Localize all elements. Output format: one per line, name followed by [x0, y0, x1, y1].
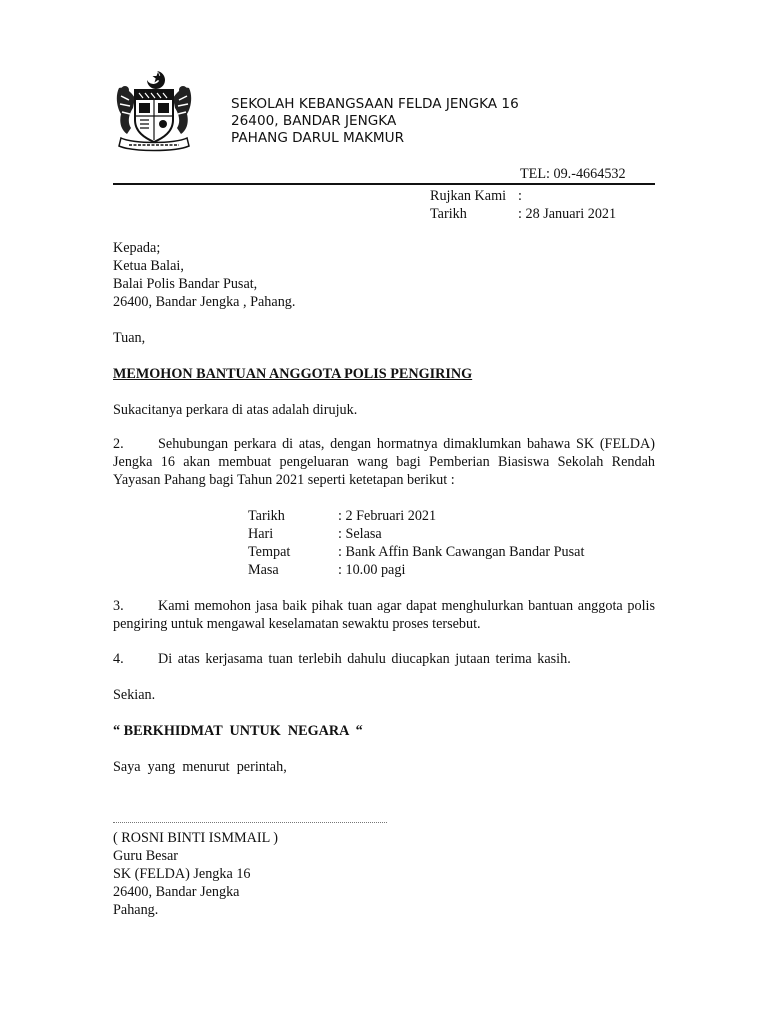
reference-value: : — [518, 188, 522, 204]
paragraph-1: Sukacitanya perkara di atas adalah dirujuk. — [113, 402, 358, 418]
letter-subject: MEMOHON BANTUAN ANGGOTA POLIS PENGIRING — [113, 366, 473, 382]
detail-value: : 2 Februari 2021 — [338, 508, 437, 524]
detail-row-date — [248, 507, 436, 525]
signatory-town: 26400, Bandar Jengka — [113, 884, 240, 900]
detail-value: : Selasa — [338, 526, 382, 542]
letterhead-divider — [113, 183, 655, 185]
paragraph-3 — [113, 597, 655, 633]
reference-label: Rujkan Kami — [430, 188, 507, 204]
date-value: : 28 Januari 2021 — [518, 206, 617, 222]
paragraph-2-number: 2. — [113, 436, 124, 452]
detail-label: Tarikh — [248, 508, 285, 524]
signatory-name: ( ROSNI BINTI ISMMAIL ) — [113, 830, 278, 846]
date-label: Tarikh — [430, 206, 467, 222]
coat-of-arms-crest — [113, 68, 195, 156]
paragraph-3-number: 3. — [113, 598, 124, 614]
school-telephone: TEL: 09.-4664532 — [520, 166, 626, 182]
paragraph-2-text: Sehubungan perkara di atas, dengan hormatnya dimaklumkan bahawa SK (FELDA) Jengka 16 akan membuat pengeluaran wang bagi Pemberian Biasiswa Sekolah Rendah Yayasan Pahang bagi Tahun 2021 seperti ketetapan berikut : — [113, 436, 655, 488]
detail-row-time — [248, 561, 405, 579]
detail-row-day — [248, 525, 382, 543]
closing-sekian: Sekian. — [113, 687, 156, 703]
paragraph-4 — [113, 650, 571, 668]
recipient-line-1: Ketua Balai, — [113, 258, 184, 274]
detail-label: Masa — [248, 562, 279, 578]
detail-value: : Bank Affin Bank Cawangan Bandar Pusat — [338, 544, 585, 560]
closing-obedience: Saya yang menurut perintah, — [113, 759, 287, 775]
paragraph-4-text: Di atas kerjasama tuan terlebih dahulu diucapkan jutaan terima kasih. — [158, 651, 571, 667]
signatory-school: SK (FELDA) Jengka 16 — [113, 866, 251, 882]
detail-value: : 10.00 pagi — [338, 562, 406, 578]
signatory-state: Pahang. — [113, 902, 159, 918]
greeting: Tuan, — [113, 330, 146, 346]
recipient-line-2: Balai Polis Bandar Pusat, — [113, 276, 258, 292]
signatory-title: Guru Besar — [113, 848, 179, 864]
school-name: SEKOLAH KEBANGSAAN FELDA JENGKA 16 — [231, 96, 519, 112]
reference-line — [430, 187, 522, 205]
paragraph-2 — [113, 435, 655, 489]
paragraph-4-number: 4. — [113, 651, 124, 667]
detail-label: Hari — [248, 526, 274, 542]
detail-label: Tempat — [248, 544, 291, 560]
school-state: PAHANG DARUL MAKMUR — [231, 130, 405, 146]
paragraph-3-text: Kami memohon jasa baik pihak tuan agar dapat menghulurkan bantuan anggota polis pengiring untuk mengawal keselamatan sewaktu proses tersebut. — [113, 598, 655, 632]
school-postcode-town: 26400, BANDAR JENGKA — [231, 113, 397, 129]
date-line — [430, 205, 616, 223]
closing-motto: “ BERKHIDMAT UNTUK NEGARA “ — [113, 723, 363, 739]
detail-row-place — [248, 543, 584, 561]
recipient-line-3: 26400, Bandar Jengka , Pahang. — [113, 294, 296, 310]
signature-line — [113, 822, 387, 823]
recipient-to: Kepada; — [113, 240, 161, 256]
